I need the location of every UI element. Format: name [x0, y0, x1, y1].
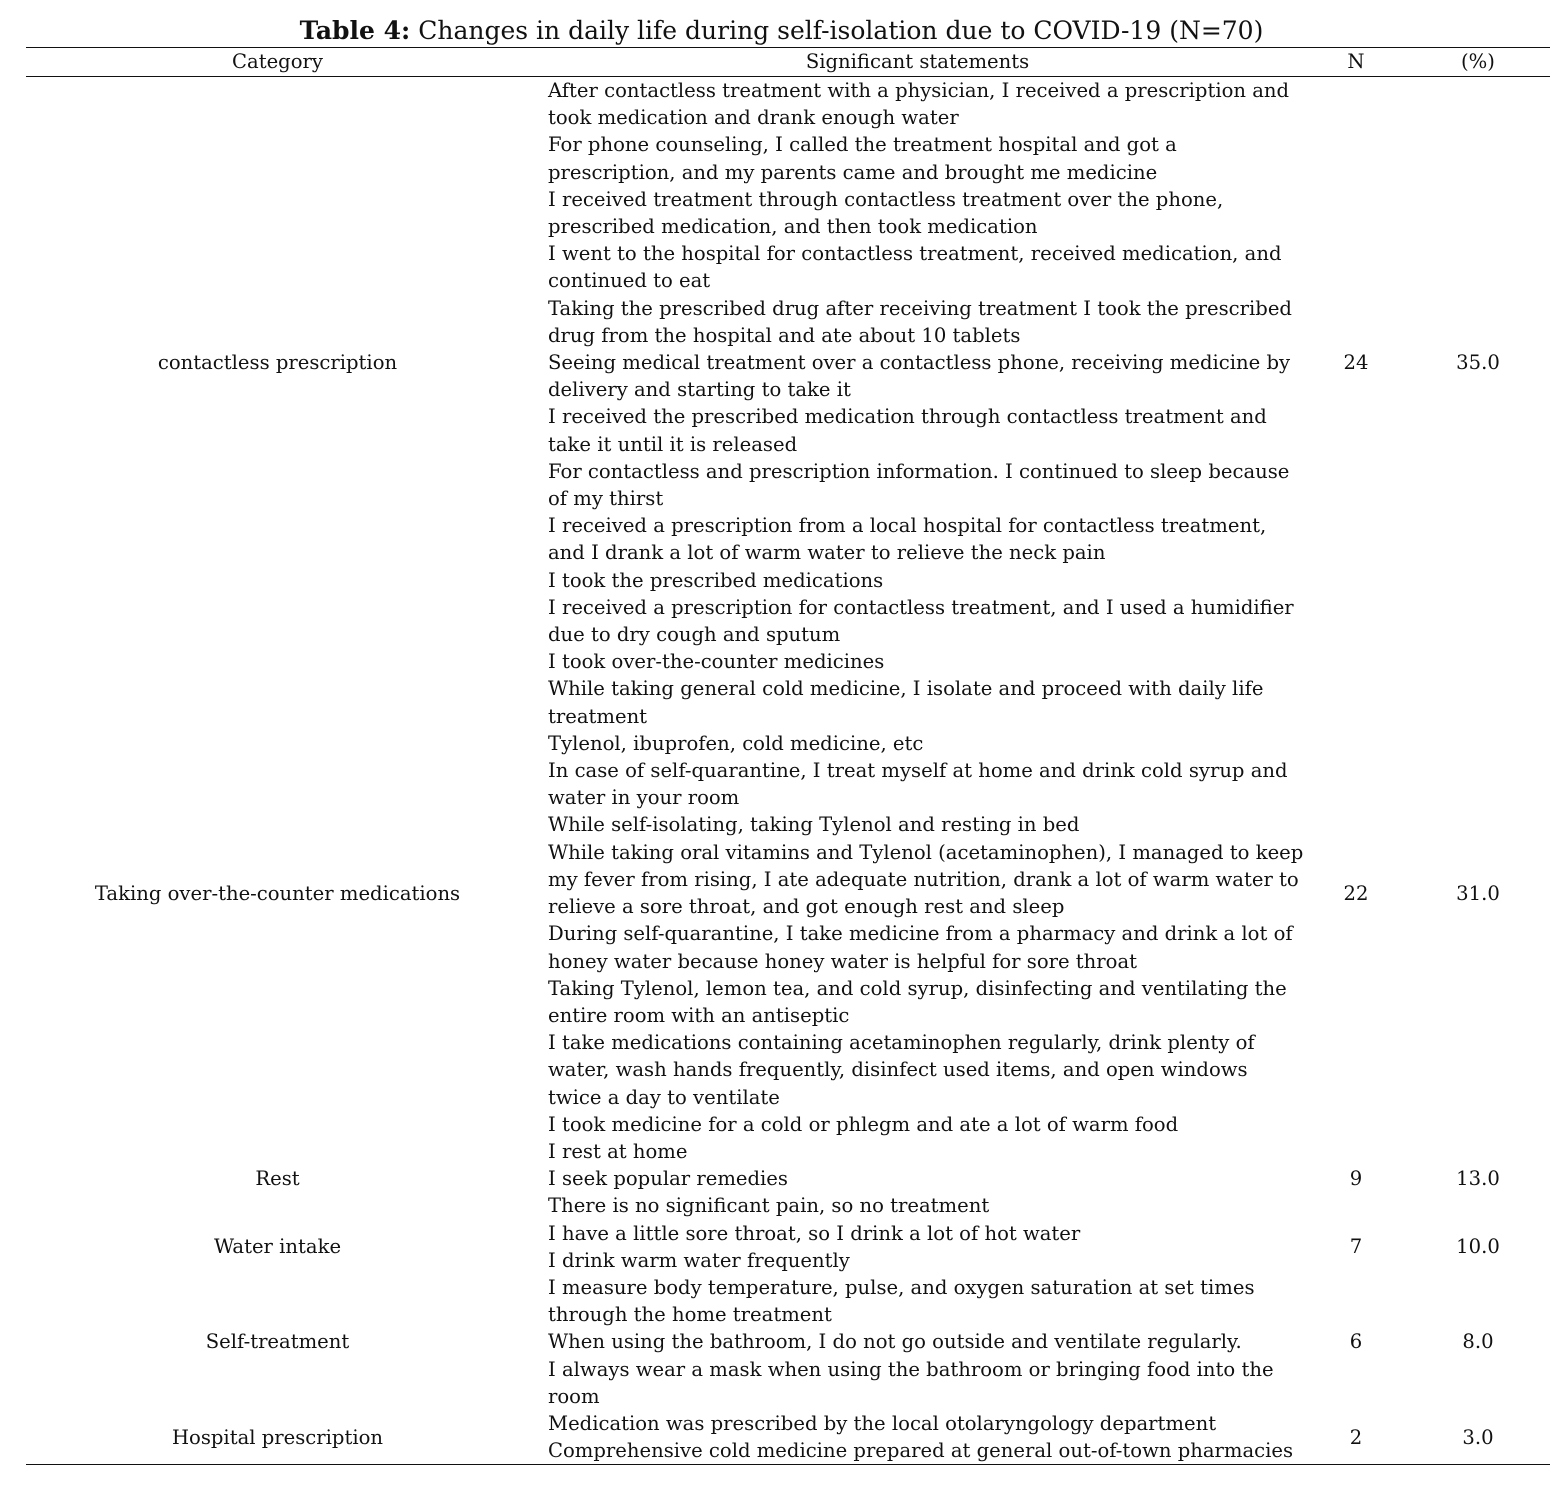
- table-row: [26, 1274, 1550, 1410]
- statements-cell: [529, 1138, 1306, 1220]
- statement: I took medicine for a cold or phlegm and ate a lot of warm food: [548, 1112, 1179, 1136]
- category-cell: Self-treatment: [205, 1330, 350, 1354]
- header-category: Category: [26, 48, 529, 77]
- statement: I seek popular remedies: [548, 1167, 788, 1191]
- category-cell: Taking over-the-counter medications: [94, 881, 461, 905]
- header-statements: Significant statements: [529, 48, 1306, 77]
- category-cell: Hospital prescription: [26, 1410, 529, 1465]
- statement: I received a prescription for contactless treatment, and I used a humidifier due to dry cough and sputum: [548, 595, 1294, 647]
- statements-cell: [529, 77, 1306, 649]
- statement: Comprehensive cold medicine prepared at general out-of-town pharmacies: [548, 1439, 1294, 1463]
- table-row: [26, 77, 1550, 649]
- category-cell: contactless prescription: [157, 351, 398, 375]
- statements-cell: [529, 648, 1306, 1138]
- statement: I measure body temperature, pulse, and oxygen saturation at set times through the home treatment: [548, 1275, 1255, 1327]
- statements-cell: [529, 1410, 1306, 1465]
- table-row: [26, 1410, 1550, 1465]
- statement: Tylenol, ibuprofen, cold medicine, etc: [548, 731, 924, 755]
- changes-table: [26, 47, 1550, 1465]
- count-cell: 2: [1306, 1410, 1406, 1465]
- statements-cell: [529, 1274, 1306, 1410]
- count-cell: 9: [1349, 1167, 1363, 1191]
- table-caption: [0, 14, 1563, 48]
- statement: I received the prescribed medication through contactless treatment and take it until it is released: [548, 405, 1267, 456]
- percent-cell: 10.0: [1456, 1235, 1500, 1259]
- table-title: Changes in daily life during self-isolation due to COVID-19 (N=70): [410, 16, 1264, 45]
- percent-cell: 3.0: [1406, 1410, 1550, 1465]
- count-cell: 24: [1343, 351, 1369, 375]
- statement: While self-isolating, taking Tylenol and resting in bed: [548, 813, 1080, 837]
- statement: When using the bathroom, I do not go outside and ventilate regularly.: [548, 1330, 1242, 1354]
- count-cell: 7: [1349, 1235, 1363, 1259]
- percent-cell: 13.0: [1456, 1167, 1500, 1191]
- header-n: N: [1306, 48, 1406, 77]
- statement: I have a little sore throat, so I drink a lot of hot water: [548, 1221, 1081, 1245]
- statement: I went to the hospital for contactless treatment, received medication, and continued to eat: [548, 242, 1282, 293]
- count-cell: 6: [1349, 1330, 1363, 1354]
- statements-cell: [529, 1220, 1306, 1274]
- statement: In case of self-quarantine, I treat myself at home and drink cold syrup and water in your room: [548, 759, 1288, 810]
- table-row: [26, 1138, 1550, 1220]
- statement: After contactless treatment with a physician, I received a prescription and took medication and drank enough water: [548, 79, 1290, 130]
- statement: While taking general cold medicine, I isolate and proceed with daily life treatment: [548, 677, 1264, 728]
- table-row: [26, 648, 1550, 1138]
- header-row: [26, 48, 1550, 77]
- header-pct: (%): [1406, 48, 1550, 77]
- percent-cell: 35.0: [1456, 351, 1500, 375]
- percent-cell: 8.0: [1462, 1330, 1494, 1354]
- category-cell: Water intake: [213, 1235, 342, 1259]
- statement: I received a prescription from a local hospital for contactless treatment, and I drank a lot of warm water to relieve the neck pain: [548, 514, 1267, 565]
- statement: Taking Tylenol, lemon tea, and cold syrup, disinfecting and ventilating the entire room with an antiseptic: [548, 976, 1287, 1027]
- statement: While taking oral vitamins and Tylenol (acetaminophen), I managed to keep my fever from rising, I ate adequate nutrition, drank a lot of warm water to relieve a sore throat, and got enough rest and sleep: [548, 840, 1304, 919]
- table-label: Table 4:: [299, 16, 411, 45]
- statement: For phone counseling, I called the treatment hospital and got a prescription, and my parents came and brought me medicine: [548, 133, 1177, 184]
- statement: I took over-the-counter medicines: [548, 650, 885, 674]
- statement: I drink warm water frequently: [548, 1248, 850, 1272]
- statement: Medication was prescribed by the local otolaryngology department: [548, 1411, 1217, 1435]
- statement: I rest at home: [548, 1139, 688, 1163]
- statement: I received treatment through contactless treatment over the phone, prescribed medication, and then took medication: [548, 187, 1224, 239]
- statement: I take medications containing acetaminophen regularly, drink plenty of water, wash hands frequently, disinfect used items, and open windows twice a day to ventilate: [548, 1031, 1255, 1109]
- statement: I always wear a mask when using the bathroom or bringing food into the room: [548, 1357, 1274, 1408]
- table-row: [26, 1220, 1550, 1274]
- category-cell: Rest: [255, 1167, 300, 1191]
- statement: During self-quarantine, I take medicine from a pharmacy and drink a lot of honey water because honey water is helpful for sore throat: [548, 922, 1293, 973]
- statement: For contactless and prescription information. I continued to sleep because of my thirst: [548, 459, 1290, 511]
- statement: There is no significant pain, so no treatment: [548, 1194, 990, 1218]
- statement: Seeing medical treatment over a contactless phone, receiving medicine by delivery and starting to take it: [548, 351, 1291, 402]
- percent-cell: 31.0: [1456, 881, 1500, 905]
- count-cell: 22: [1343, 881, 1369, 905]
- statement: Taking the prescribed drug after receiving treatment I took the prescribed drug from the hospital and ate about 10 tablets: [548, 296, 1292, 347]
- statement: I took the prescribed medications: [548, 568, 884, 592]
